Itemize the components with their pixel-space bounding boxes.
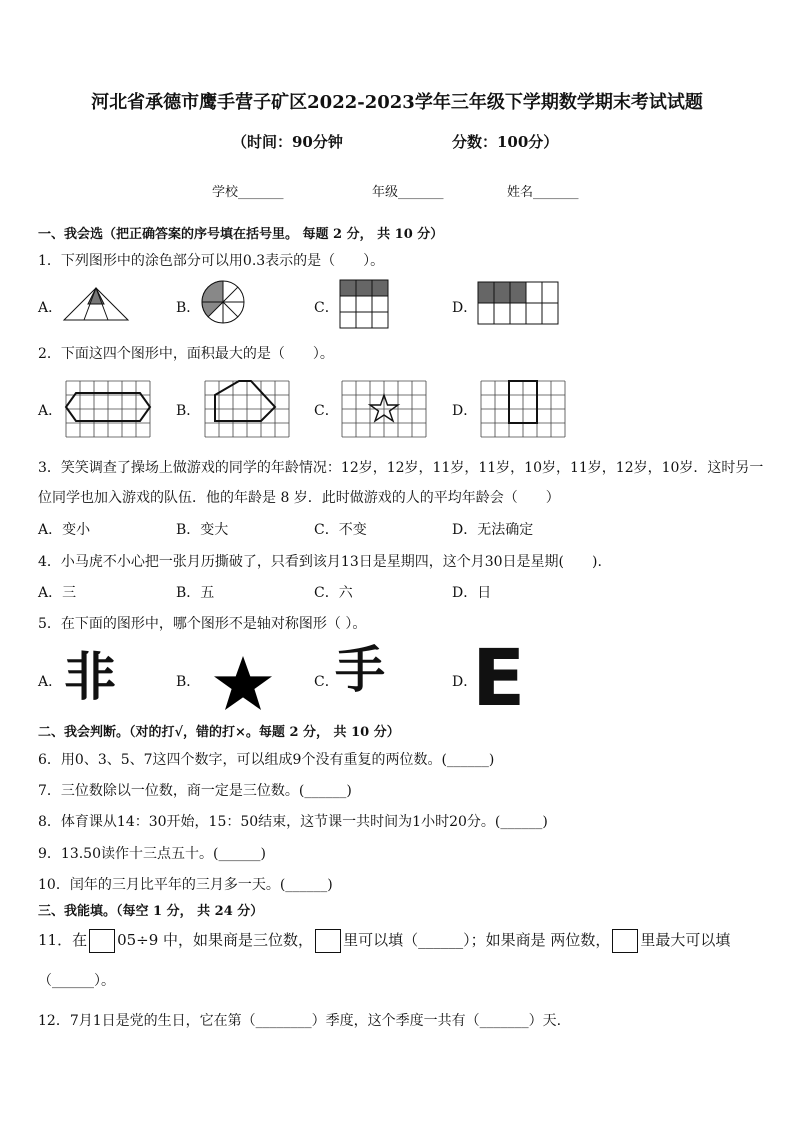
grade-field[interactable]: 年级_______ <box>372 185 444 200</box>
q4-option-c[interactable]: C．六 <box>314 585 353 601</box>
question-3-line2: 位同学也加入游戏的队伍．他的年龄是 8 岁．此时做游戏的人的平均年龄会（ ） <box>38 490 560 506</box>
q11-part3[interactable]: 里可以填（______）；如果商是 两位数， <box>343 931 611 949</box>
q4-option-b[interactable]: B．五 <box>176 585 215 601</box>
judge-item[interactable]: 10．闰年的三月比平年的三月多一天。(______) <box>38 877 333 893</box>
q2-option-a-label[interactable]: A． <box>38 403 63 419</box>
q11-blank-box[interactable] <box>89 929 115 953</box>
exam-time: （时间：90分钟 <box>232 133 343 151</box>
q1-option-c-label[interactable]: C． <box>314 300 339 316</box>
question-5: 5．在下面的图形中，哪个图形不是轴对称图形（ ）。 <box>38 616 367 632</box>
q1-grid-c-figure <box>340 280 388 328</box>
section2-heading: 二、我会判断。（对的打√，错的打×。每题 2 分， 共 10 分） <box>38 725 400 740</box>
q3-option-b[interactable]: B．变大 <box>176 522 229 538</box>
q1-option-d-label[interactable]: D． <box>452 300 478 316</box>
judge-item[interactable]: 9．13.50读作十三点五十。(______) <box>38 846 266 862</box>
question-2: 2．下面这四个图形中，面积最大的是（ ）。 <box>38 346 334 362</box>
q2-hexagon-figure <box>64 379 152 437</box>
q11-part1: 11．在 <box>38 931 88 949</box>
q1-option-a-label[interactable]: A． <box>38 300 63 316</box>
q1-circle-figure <box>201 280 247 326</box>
q11-part4: 里最大可以填 <box>640 931 731 949</box>
q5-option-d-label[interactable]: D． <box>452 674 478 690</box>
school-field[interactable]: 学校_______ <box>212 185 284 200</box>
q5-option-a-label[interactable]: A． <box>38 674 63 690</box>
q2-rectangle-figure <box>479 379 567 437</box>
section3-heading: 三、我能填。（每空 1 分， 共 24 分） <box>38 904 264 919</box>
q5-option-b-label[interactable]: B． <box>176 674 201 690</box>
q5-letter-e: E <box>472 634 526 724</box>
judge-item[interactable]: 6．用0、3、5、7这四个数字，可以组成9个没有重复的两位数。(______) <box>38 752 495 768</box>
q5-shou-character: 手 <box>335 641 385 699</box>
q5-fei-character: 非 <box>64 648 117 708</box>
name-field[interactable]: 姓名_______ <box>507 185 579 200</box>
page-title: 河北省承德市鹰手营子矿区2022-2023学年三年级下学期数学期末考试试题 <box>91 92 703 113</box>
question-3-line1: 3．笑笑调查了操场上做游戏的同学的年龄情况：12岁，12岁，11岁，11岁，10岁，11岁，12岁，10岁．这时另一 <box>38 460 764 476</box>
q2-star-figure <box>340 379 428 437</box>
question-4: 4．小马虎不小心把一张月历撕破了，只看到该月13日是星期四，这个月30日是星期( ). <box>38 554 602 570</box>
question-1: 1．下列图形中的涂色部分可以用0.3表示的是（ ）。 <box>38 253 385 269</box>
q11-blank-box[interactable] <box>612 929 638 953</box>
exam-score: 分数：100分） <box>452 133 559 151</box>
section1-heading: 一、我会选（把正确答案的序号填在括号里。 每题 2 分， 共 10 分） <box>38 227 444 242</box>
q4-option-d[interactable]: D．日 <box>452 585 492 601</box>
q2-option-b-label[interactable]: B． <box>176 403 201 419</box>
q1-triangle-figure <box>62 286 130 322</box>
q11-part2: 05÷9 中，如果商是三位数， <box>117 931 314 949</box>
q3-option-c[interactable]: C．不变 <box>314 522 367 538</box>
q1-option-b-label[interactable]: B． <box>176 300 201 316</box>
q5-option-c-label[interactable]: C． <box>314 674 339 690</box>
q2-option-d-label[interactable]: D． <box>452 403 478 419</box>
question-11-line2[interactable]: （______）。 <box>38 973 115 989</box>
q3-option-a[interactable]: A．变小 <box>38 522 91 538</box>
q2-option-c-label[interactable]: C． <box>314 403 339 419</box>
q1-grid-d-figure <box>478 282 560 324</box>
star-icon <box>212 654 274 712</box>
judge-item[interactable]: 7．三位数除以一位数，商一定是三位数。(______) <box>38 783 352 799</box>
q4-option-a[interactable]: A．三 <box>38 585 77 601</box>
judge-item[interactable]: 8．体育课从14：30开始，15：50结束，这节课一共时间为1小时20分。(______) <box>38 814 548 830</box>
q11-blank-box[interactable] <box>315 929 341 953</box>
question-11-line1 <box>38 929 730 953</box>
q2-house-figure <box>203 379 291 437</box>
q3-option-d[interactable]: D．无法确定 <box>452 522 534 538</box>
question-12[interactable]: 12．7月1日是党的生日，它在第（________）季度，这个季度一共有（_______）天. <box>38 1013 562 1029</box>
